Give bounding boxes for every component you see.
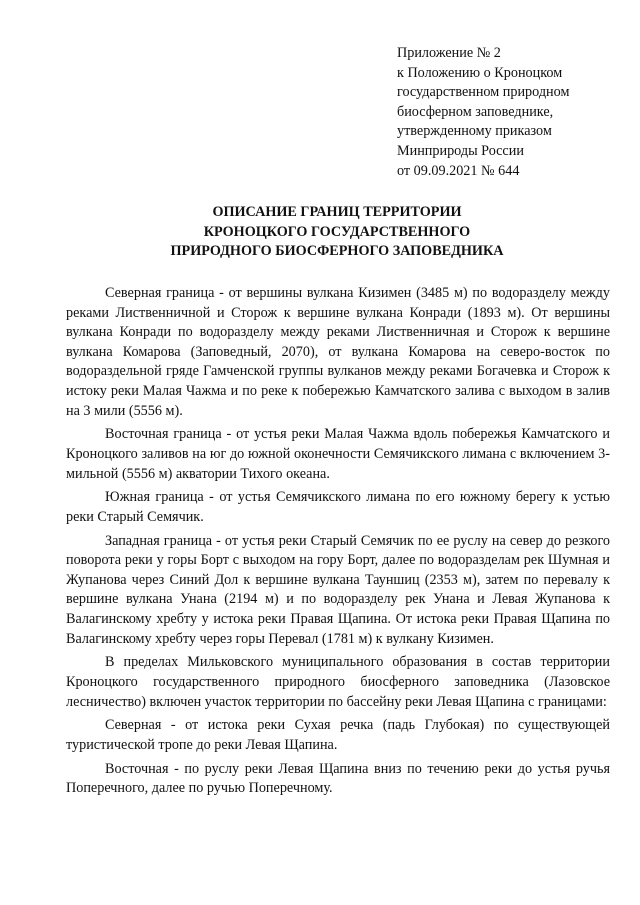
document-body	[66, 284, 610, 803]
paragraph-milkovo-section: В пределах Мильковского муниципального образования в состав территории Кроноцкого государственного природного биосферного заповедника (Лазовское лесничество) включен участок территории по бассейну реки Левая Щапина с границами:	[66, 654, 610, 710]
paragraph-section-east: Восточная - по руслу реки Левая Щапина вниз по течению реки до устья ручья Поперечного, далее по ручью Поперечному.	[66, 760, 610, 797]
title-line: ПРИРОДНОГО БИОСФЕРНОГО ЗАПОВЕДНИКА	[170, 243, 504, 259]
appendix-line: к Положению о Кроноцком	[397, 64, 563, 81]
appendix-line: утвержденному приказом	[397, 123, 552, 140]
title-line: ОПИСАНИЕ ГРАНИЦ ТЕРРИТОРИИ	[212, 204, 462, 220]
paragraph-south-boundary: Южная граница - от устья Семячикского лимана по его южному берегу к устью реки Старый Семячик.	[66, 489, 610, 525]
paragraph-north-boundary: Северная граница - от вершины вулкана Кизимен (3485 м) по водоразделу между реками Лиственничной и Сторож к вершине вулкана Конради (1893 м). От вершины вулкана Конради по водоразделу между реками Лиственничная и Сторож к вершине вулкана Комарова (Заповедный, 2070), от вулкана Комарова на северо-восток по водораздельной гряде Гамченской группы вулканов между реками Богачевка и Сторож к истоку реки Малая Чажма и по реке к побережью Камчатского залива с выходом в залив на 3 мили (5556 м).	[66, 285, 610, 419]
document-title	[60, 203, 614, 262]
appendix-note	[397, 44, 627, 181]
appendix-line: от 09.09.2021 № 644	[397, 162, 520, 179]
appendix-line: Минприроды России	[397, 142, 524, 159]
title-line: КРОНОЦКОГО ГОСУДАРСТВЕННОГО	[203, 223, 471, 240]
paragraph-east-boundary: Восточная граница - от устья реки Малая Чажма вдоль побережья Камчатского и Кроноцкого заливов на юг до южной оконечности Семячикского лимана с включением 3-мильной (5556 м) акватории Тихого океана.	[66, 426, 610, 482]
appendix-line: Приложение № 2	[397, 45, 501, 61]
paragraph-west-boundary: Западная граница - от устья реки Старый Семячик по ее руслу на север до резкого поворота реки у горы Борт с выходом на гору Борт, далее по водоразделам рек Шумная и Жупанова через Синий Дол к вершине вулкана Тауншиц (2353 м), затем по перевалу к вершине вулкана Унана (2194 м) и по водоразделу рек Унана и Левая Жупанова к Валагинскому хребту у истока реки Правая Щапина. От истока реки Правая Щапина по Валагинскому хребту через горы Перевал (1781 м) к вулкану Кизимен.	[66, 532, 610, 647]
appendix-line: биосферном заповеднике,	[397, 103, 554, 120]
appendix-line: государственном природном	[397, 84, 570, 101]
paragraph-section-north: Северная - от истока реки Сухая речка (падь Глубокая) по существующей туристической тропе до реки Левая Щапина.	[66, 717, 610, 753]
